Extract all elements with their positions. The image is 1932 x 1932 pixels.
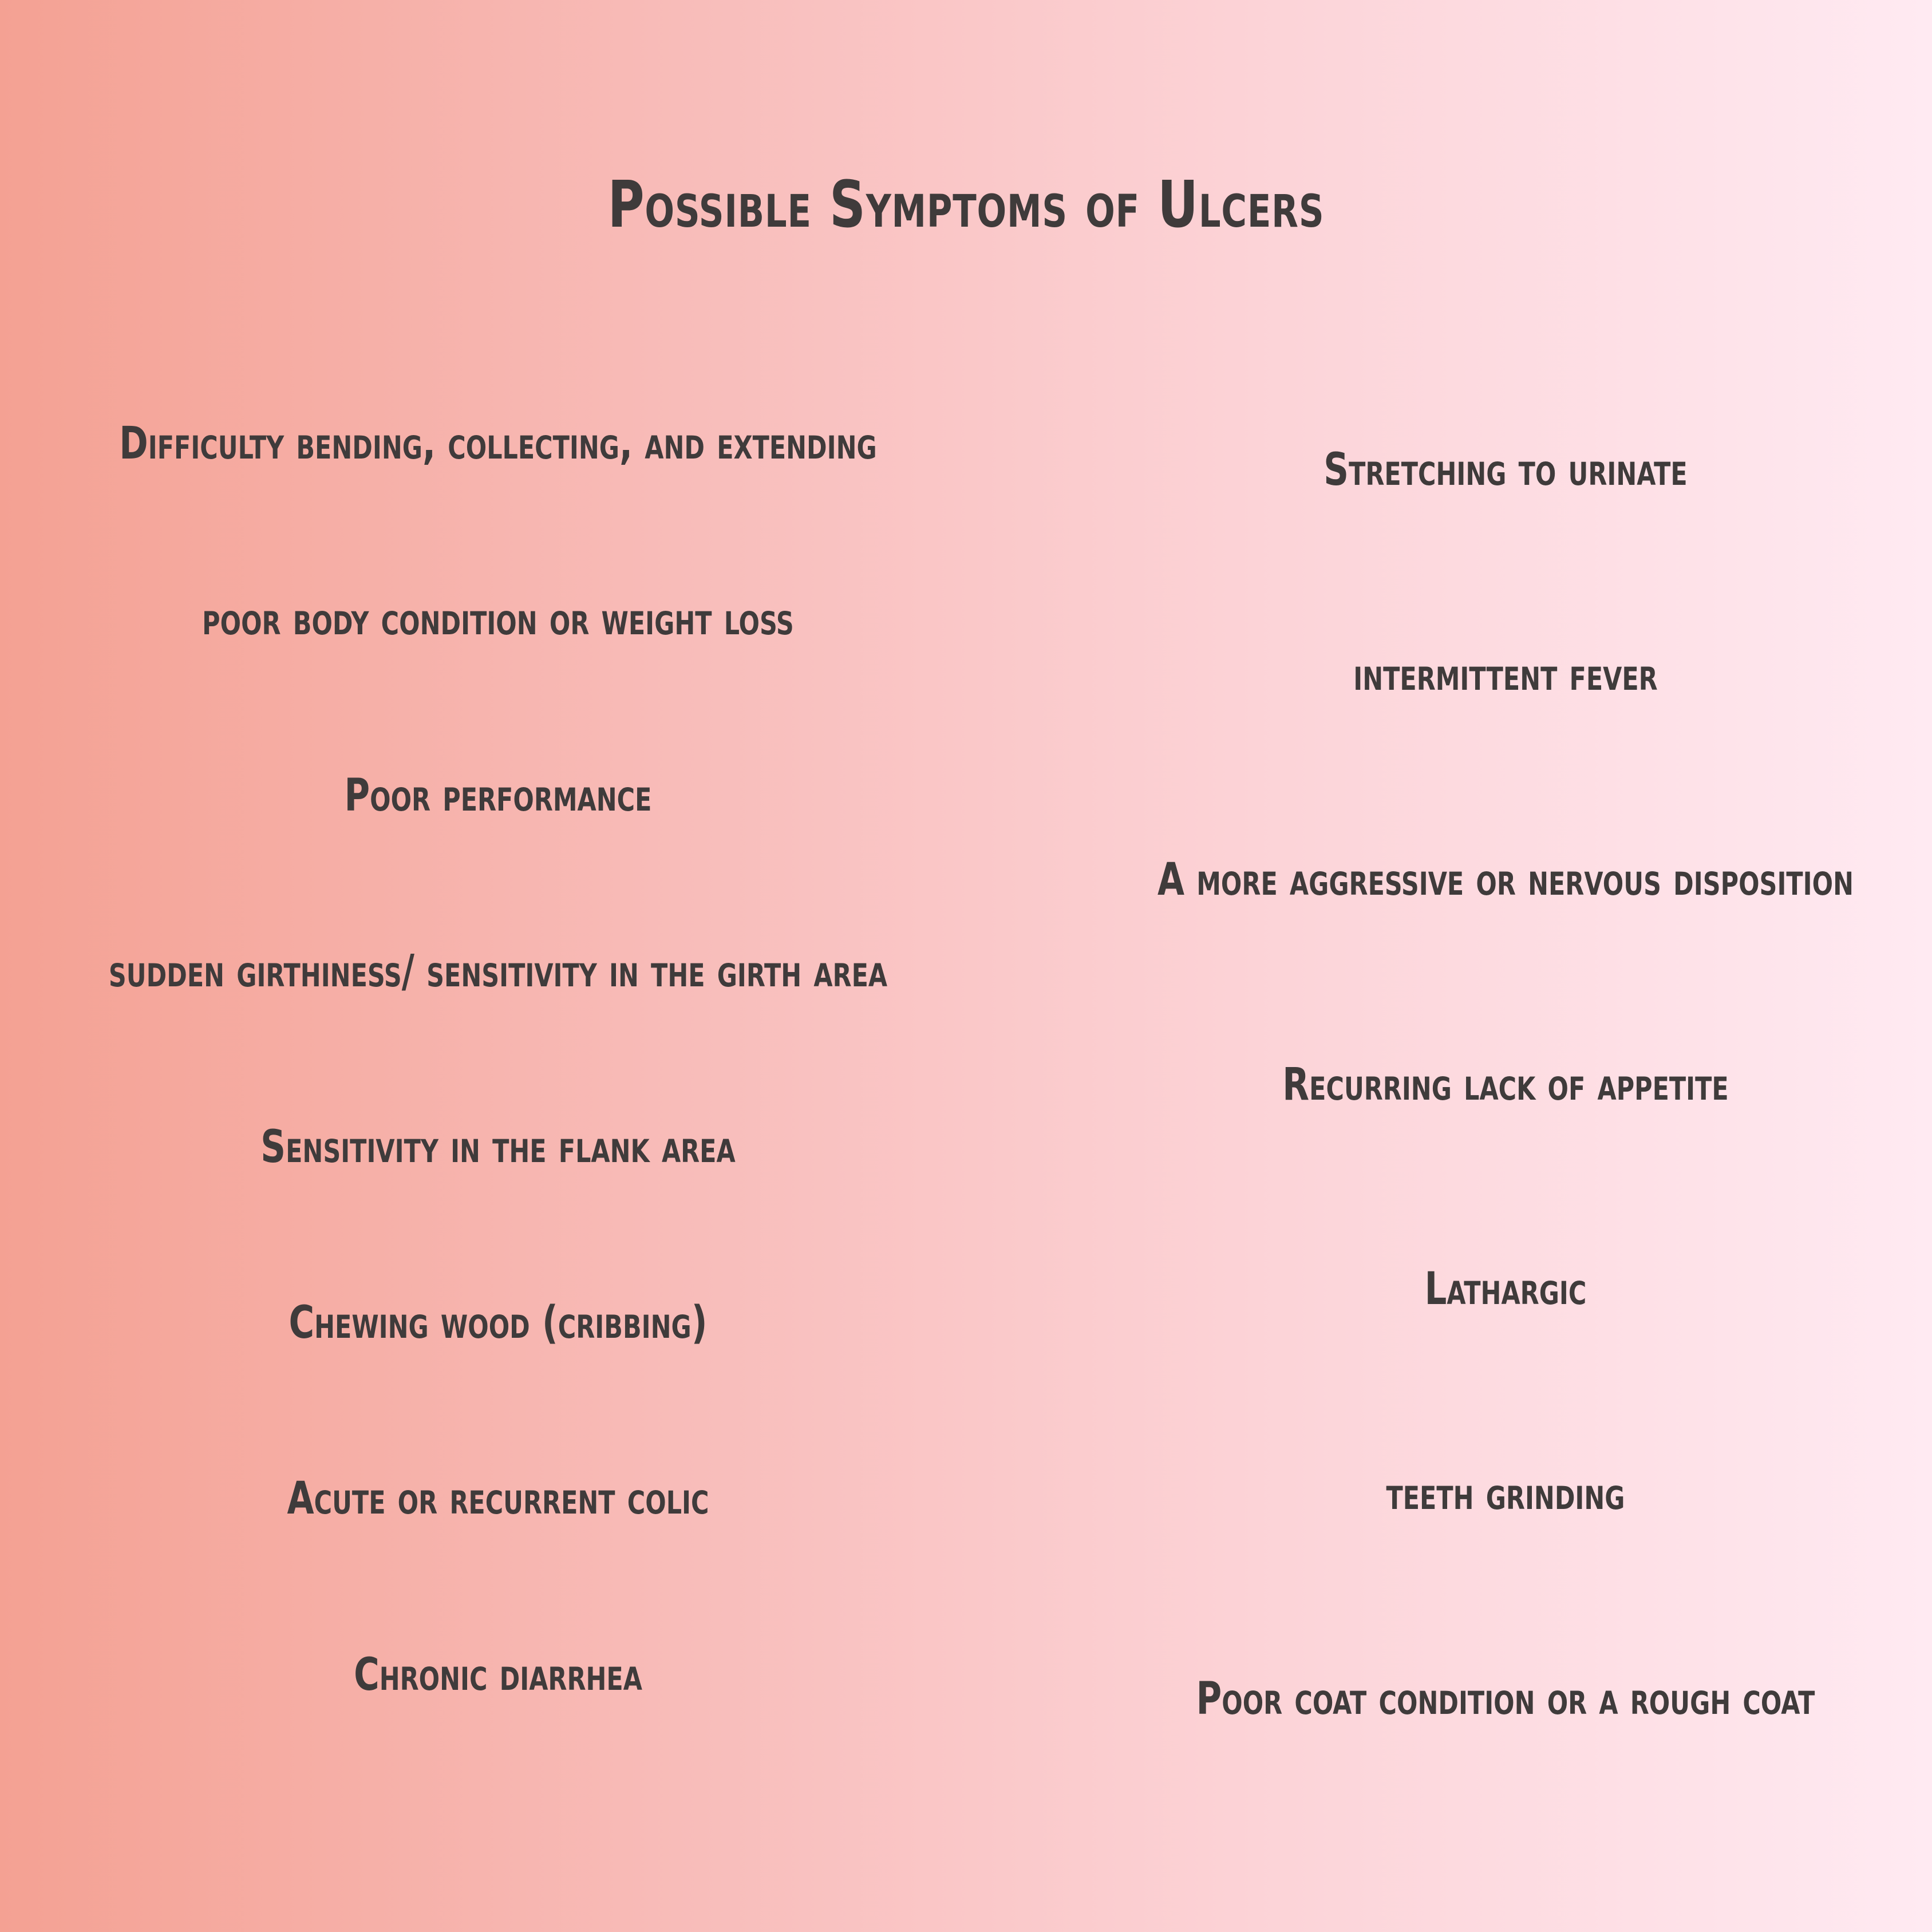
symptom-item: Lathargic [1424, 1263, 1587, 1315]
symptom-item: A more aggressive or nervous disposition [1157, 854, 1854, 906]
symptom-item: intermittent fever [1353, 649, 1658, 701]
symptom-item: sudden girthiness/ sensitivity in the girth area [108, 946, 888, 997]
symptom-item: Poor performance [344, 770, 652, 821]
symptom-item: Poor coat condition or a rough coat [1196, 1673, 1815, 1725]
symptom-item: teeth grinding [1386, 1468, 1625, 1520]
symptom-item: Acute or recurrent colic [287, 1473, 709, 1524]
symptom-item: Recurring lack of appetite [1282, 1059, 1729, 1111]
symptom-item: Chewing wood (cribbing) [289, 1297, 708, 1349]
symptom-item: Sensitivity in the flank area [260, 1121, 736, 1173]
symptom-item: Difficulty bending, collecting, and extending [119, 418, 877, 469]
symptom-item: Stretching to urinate [1323, 444, 1688, 496]
symptom-item: Chronic diarrhea [354, 1649, 642, 1701]
symptom-item: poor body condition or weight loss [202, 594, 794, 645]
page-title: Possible Symptoms of Ulcers [607, 168, 1325, 242]
